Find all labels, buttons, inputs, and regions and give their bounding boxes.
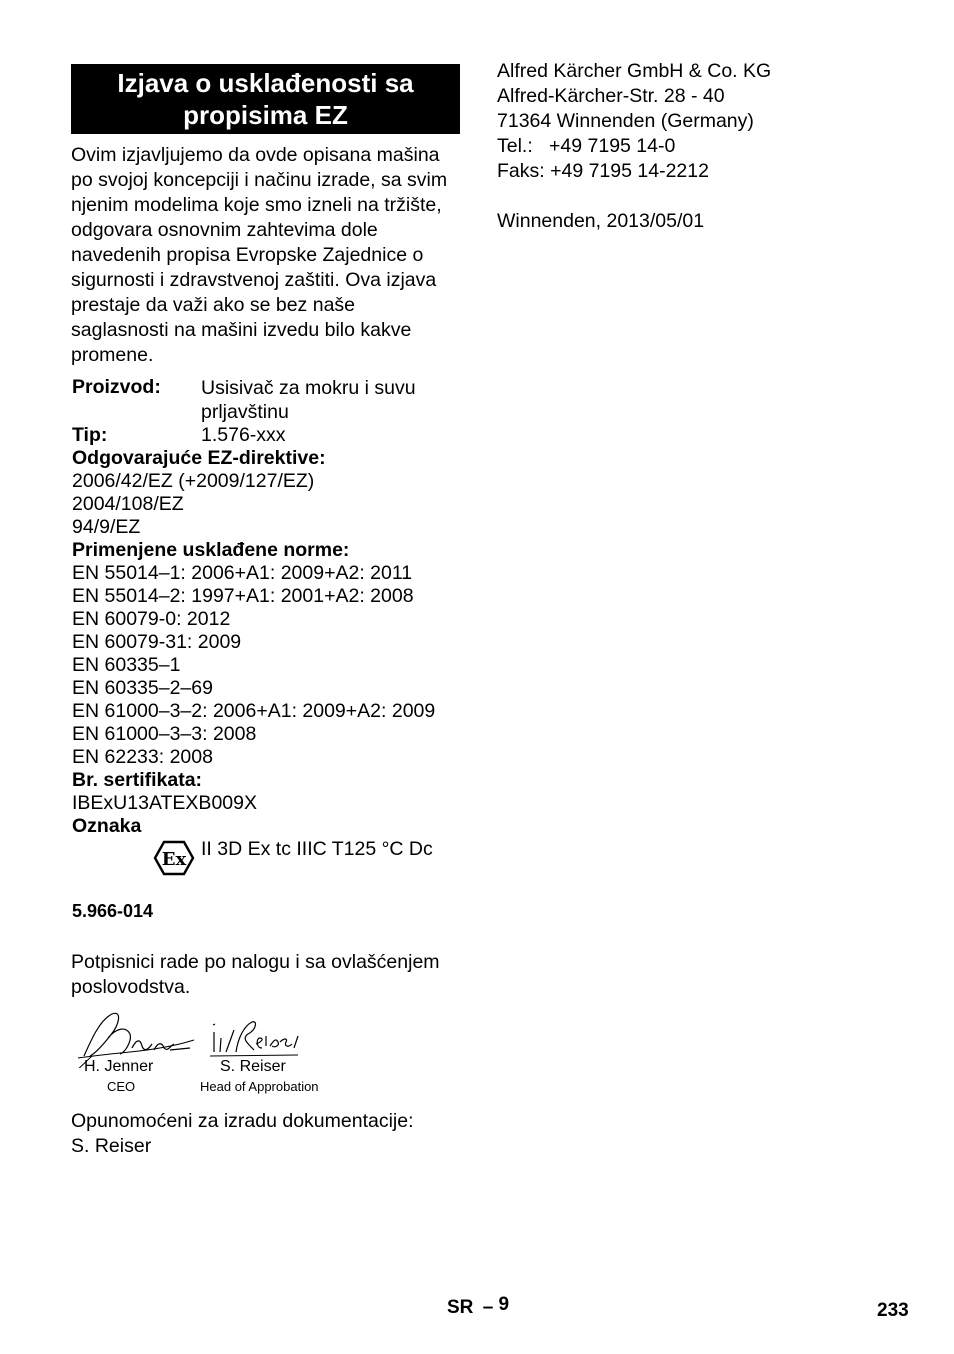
footer-sep: – [482, 1297, 494, 1318]
intro-line: navedenih propisa Evropske Zajednice o [71, 244, 424, 266]
norm-item: EN 61000–3–2: 2006+A1: 2009+A2: 2009 [72, 700, 436, 722]
type-label: Tip: [72, 424, 108, 446]
intro-line: odgovara osnovnim zahtevima dole [71, 219, 378, 241]
norm-item: EN 55014–1: 2006+A1: 2009+A2: 2011 [72, 562, 413, 584]
intro-line: njenim modelima koje smo izneli na tržište, [71, 194, 442, 216]
intro-line: Ovim izjavljujemo da ovde opisana mašina [71, 144, 440, 166]
document-code: 5.966-014 [72, 901, 154, 921]
marking-row [72, 838, 460, 874]
company-address [497, 59, 917, 234]
signing-paragraph [71, 950, 471, 1000]
signatory-role: CEO [107, 1079, 136, 1094]
intro-line: prestaje da važi ako se bez naše [71, 294, 356, 316]
product-value-line-1: Usisivač za mokru i suvu [201, 377, 416, 399]
norm-item: EN 61000–3–3: 2008 [72, 723, 257, 745]
norm-item: EN 60079-0: 2012 [72, 608, 231, 630]
svg-text:Ex: Ex [161, 849, 187, 870]
norm-item: EN 60335–2–69 [72, 677, 213, 699]
intro-line: promene. [71, 344, 154, 366]
place-date: Winnenden, 2013/05/01 [497, 210, 705, 232]
signatory-role: Head of Approbation [200, 1079, 319, 1094]
norm-item: EN 55014–2: 1997+A1: 2001+A2: 2008 [72, 585, 414, 607]
intro-paragraph [71, 143, 460, 368]
type-row [72, 424, 460, 447]
norm-item: EN 60079-31: 2009 [72, 631, 242, 653]
marking-heading: Oznaka [72, 815, 142, 837]
company-line: Alfred-Kärcher-Str. 28 - 40 [497, 85, 725, 107]
authorized-line-1: Opunomoćeni za izradu dokumentacije: [71, 1110, 414, 1132]
title-line-1: Izjava o usklađenosti sa [117, 68, 414, 98]
intro-line: sigurnosti i zdravstvenoj zaštiti. Ova izjava [71, 269, 437, 291]
directives-heading: Odgovarajuće EZ-direktive: [72, 447, 326, 469]
spacer [497, 184, 917, 209]
type-value: 1.576-xxx [201, 424, 286, 446]
intro-line: saglasnosti na mašini izvedu bilo kakve [71, 319, 412, 341]
signing-line: poslovodstva. [71, 976, 191, 998]
footer-section [447, 1294, 510, 1319]
page-number: 233 [877, 1300, 909, 1321]
authorized-person [71, 1109, 471, 1159]
norms-heading: Primenjene usklađene norme: [72, 539, 350, 561]
product-value-line-2: prljavštinu [201, 401, 289, 423]
intro-line: po svojoj koncepciji i načinu izrade, sa svim [71, 169, 448, 191]
company-line: Alfred Kärcher GmbH & Co. KG [497, 60, 772, 82]
authorized-line-2: S. Reiser [71, 1135, 152, 1157]
ex-icon [153, 840, 195, 876]
footer-section-page: 9 [498, 1294, 510, 1315]
directive-item: 94/9/EZ [72, 516, 141, 538]
signing-line: Potpisnici rade po nalogu i sa ovlašćenjem [71, 951, 440, 973]
product-row [72, 376, 460, 424]
certificate-heading: Br. sertifikata: [72, 769, 203, 791]
marking-value: II 3D Ex tc IIIC T125 °C Dc [201, 838, 433, 860]
company-line: Faks: +49 7195 14-2212 [497, 160, 709, 182]
certificate-value: IBExU13ATEXB009X [72, 792, 257, 814]
footer-lang: SR [447, 1297, 474, 1318]
product-value [201, 376, 460, 424]
title-line-2: propisima EZ [183, 100, 348, 130]
product-label: Proizvod: [72, 376, 161, 398]
directive-item: 2006/42/EZ (+2009/127/EZ) [72, 470, 315, 492]
page-title [71, 64, 460, 134]
norm-item: EN 60335–1 [72, 654, 181, 676]
signatory-name: S. Reiser [220, 1058, 286, 1075]
signatures [70, 1008, 340, 1098]
company-line: Tel.: +49 7195 14-0 [497, 135, 676, 157]
directive-item: 2004/108/EZ [72, 493, 184, 515]
company-line: 71364 Winnenden (Germany) [497, 110, 754, 132]
product-spec [72, 376, 460, 874]
norm-item: EN 62233: 2008 [72, 746, 213, 768]
signatory-name: H. Jenner [84, 1058, 154, 1075]
